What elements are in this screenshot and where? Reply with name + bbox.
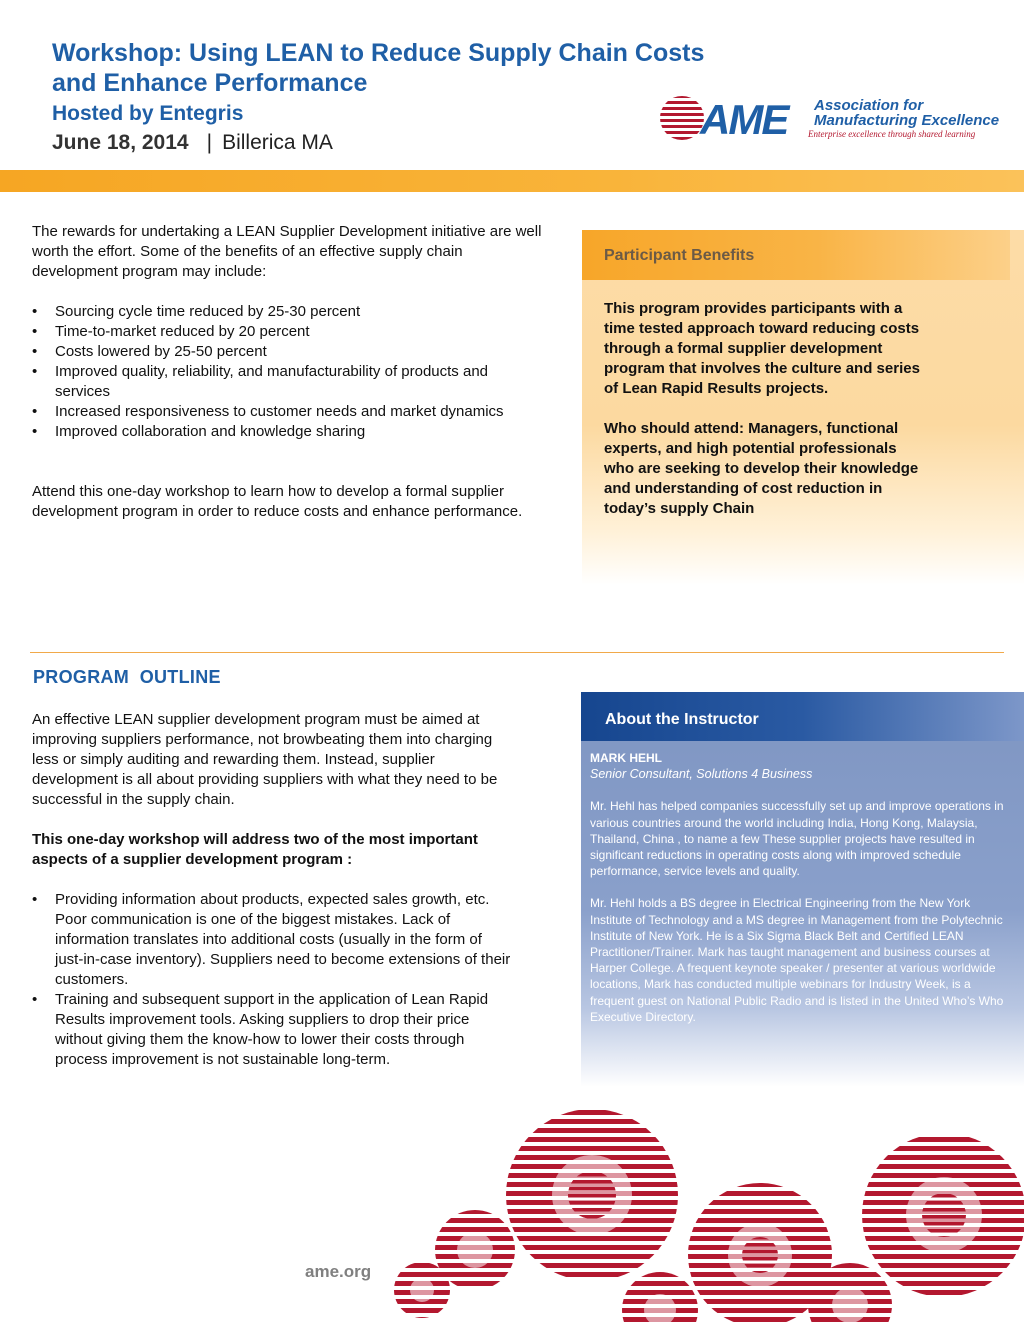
benefits-paragraph: This program provides participants with a time tested approach toward reducing costs through a formal supplier development program that involves the culture and series of Lean Rapid Results projects. (604, 300, 920, 397)
participant-benefits-panel (582, 230, 1024, 585)
list-item: • Providing information about products, expected sales growth, etc. Poor communication is one of the biggest mistakes. Lack of information translates into additional costs (usually in the form of just-in-case inventory). Suppliers need to become extensions of their customers. (32, 890, 512, 990)
logo-mark: AME (700, 96, 788, 142)
event-date: June 18, 2014 (52, 131, 189, 154)
attend-paragraph: Attend this one-day workshop to learn how to develop a formal supplier development program in order to reduce costs and enhance performance. (32, 483, 523, 520)
host-subtitle: Hosted by Entegris (52, 102, 244, 125)
participant-benefits-body (604, 299, 920, 519)
intro-paragraph: The rewards for undertaking a LEAN Supplier Development initiative are well worth the effort. Some of the benefits of an effective supply chain development program may include: (32, 223, 542, 280)
list-item: • Training and subsequent support in the application of Lean Rapid Results improvement tools. Asking suppliers to drop their price without giving them the know-how to lower their costs through process improvement is not sustainable long-term. (32, 990, 512, 1070)
globe-tiny-left (394, 1262, 450, 1318)
page-title (52, 38, 812, 98)
about-instructor-header (581, 692, 1024, 741)
list-item: • Increased responsiveness to customer needs and market dynamics (32, 402, 544, 422)
participant-benefits-heading: Participant Benefits (604, 247, 755, 264)
logo-name-line-1: Association for (814, 97, 924, 114)
about-instructor-body (590, 750, 1014, 1025)
program-outline-section (32, 710, 512, 1070)
logo-tagline: Enterprise excellence through shared learning (808, 129, 976, 139)
instructor-experience: Mr. Hehl has helped companies successfully set up and improve operations in various countries around the world including India, Hong Kong, Malaysia, Thailand, China , to name a few These supplier projects have resulted in significant reductions in operating costs along with improved schedule performance, service levels and quality. (590, 799, 1004, 879)
list-item: • Costs lowered by 25-50 percent (32, 342, 544, 362)
about-instructor-heading: About the Instructor (605, 711, 759, 728)
header-divider-bar (0, 170, 1024, 192)
striped-globes-decoration (390, 1110, 1024, 1325)
benefits-list (32, 302, 544, 442)
section-divider (30, 652, 1004, 653)
outline-bold-intro: This one-day workshop will address two of the most important aspects of a supplier development program : (32, 831, 478, 868)
globe-large-center (506, 1110, 678, 1281)
who-should-attend: Who should attend: Managers, functional experts, and high potential professionals who are seeking to develop their knowledge and understanding of cost reduction in today’s supply Chain (604, 420, 919, 517)
program-outline-heading: PROGRAM OUTLINE (33, 667, 221, 687)
logo-organization-name (814, 98, 999, 128)
globe-large-right (862, 1133, 1024, 1297)
globe-small-center (622, 1272, 698, 1325)
title-line-1: Workshop: Using LEAN to Reduce Supply Chain Costs (52, 39, 705, 67)
list-item: • Time-to-market reduced by 20 percent (32, 322, 544, 342)
intro-section (32, 222, 544, 522)
list-item: • Improved quality, reliability, and manufacturability of products and services (32, 362, 544, 402)
footer-website: ame.org (305, 1262, 372, 1281)
outline-paragraph: An effective LEAN supplier development program must be aimed at improving suppliers performance, not browbeating them into charging less or simply auditing and rewarding them. Instead, supplier development is all about providing suppliers with what they need to be successful in the supply chain. (32, 711, 498, 808)
instructor-name: MARK HEHL (590, 751, 662, 765)
list-item: • Sourcing cycle time reduced by 25-30 percent (32, 302, 544, 322)
about-instructor-panel (581, 692, 1024, 1087)
title-line-2: and Enhance Performance (52, 69, 368, 97)
instructor-credentials: Mr. Hehl holds a BS degree in Electrical Engineering from the New York Institute of Technology and a MS degree in Management from the Polytechnic Institute of New York. He is a Six Sigma Black Belt and Certified LEAN Practitioner/Trainer. Mark has taught management and business courses at Harper College. A frequent keynote speaker / presenter at various worldwide locations, Mark has conducted multiple webinars for Industry Week, is a frequent guest on National Public Radio and is listed in the United Who’s Who Executive Directory. (590, 896, 1004, 1024)
list-item: • Improved collaboration and knowledge sharing (32, 422, 544, 442)
dateline-separator: | (206, 131, 213, 154)
event-dateline (52, 131, 333, 155)
outline-list (32, 890, 512, 1070)
event-location: Billerica MA (222, 131, 333, 154)
participant-benefits-header (582, 230, 1010, 280)
instructor-role: Senior Consultant, Solutions 4 Business (590, 767, 813, 782)
logo-name-line-2: Manufacturing Excellence (814, 112, 1000, 129)
